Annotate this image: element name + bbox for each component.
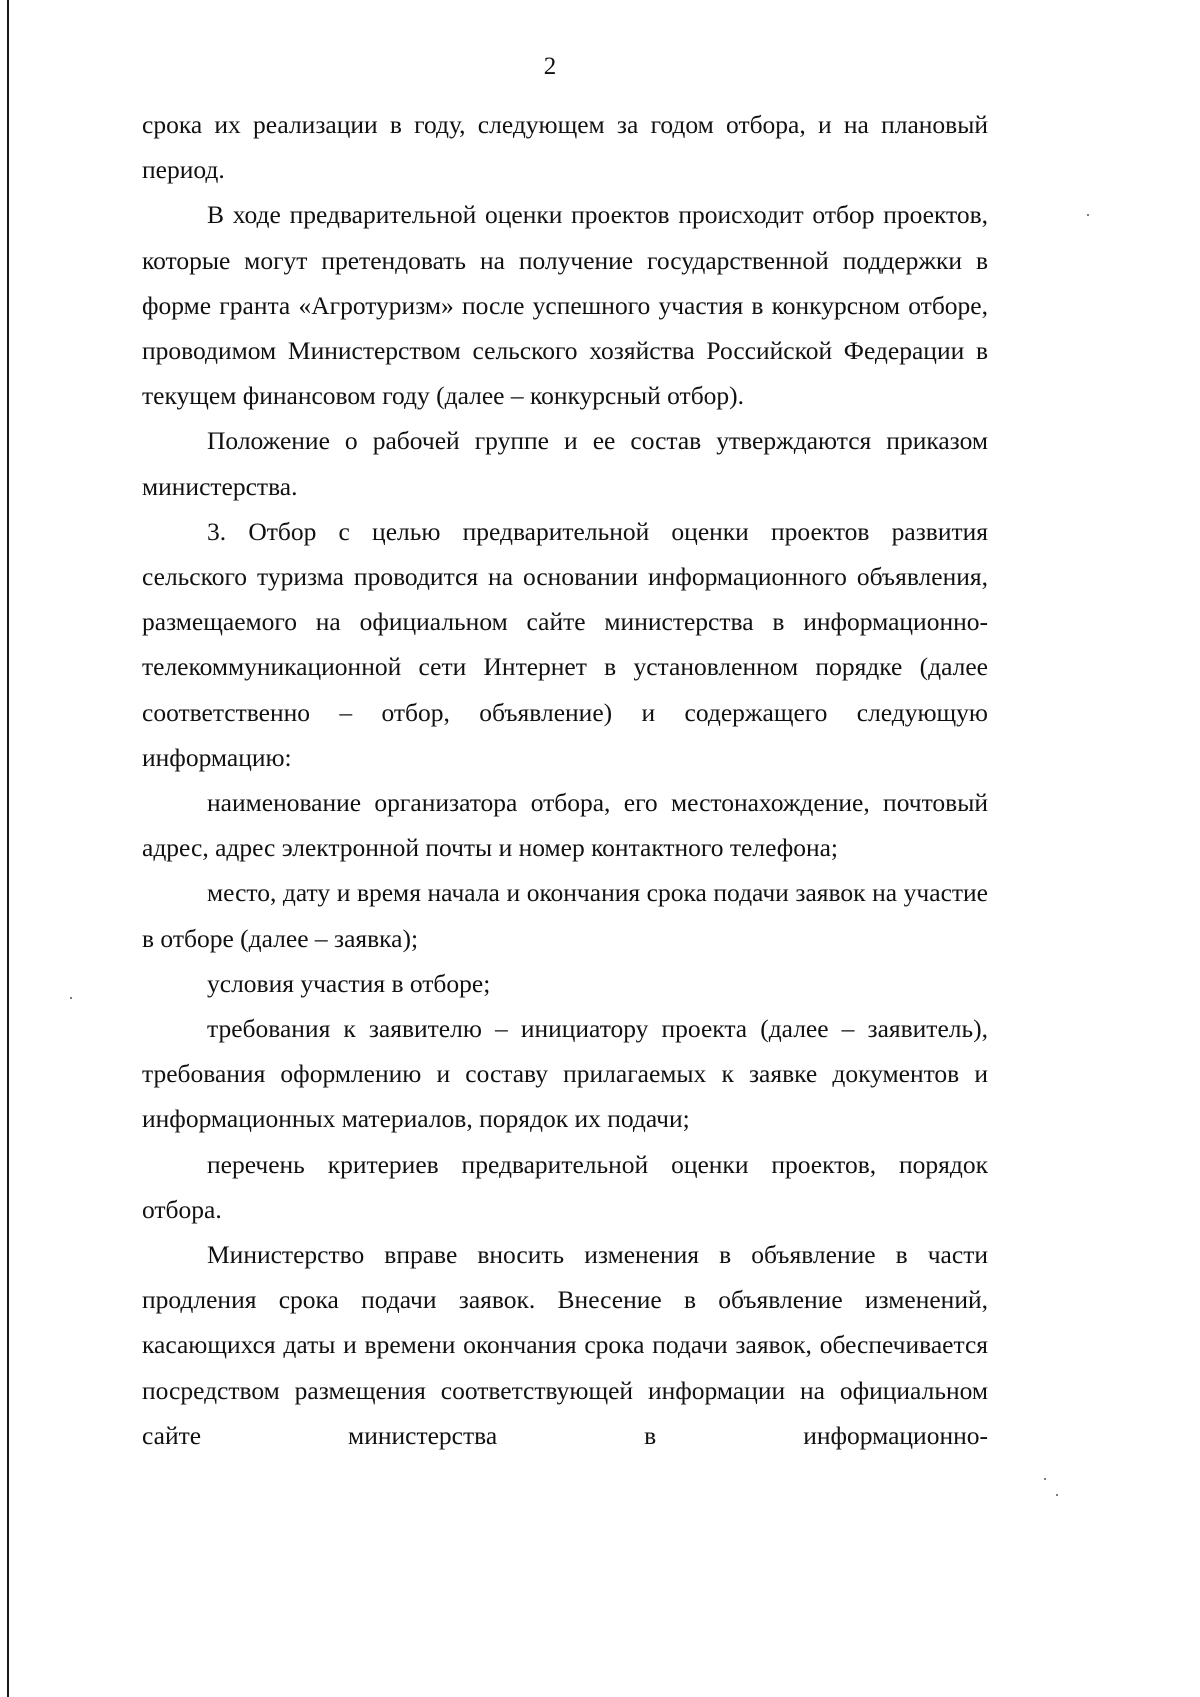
list-item-conditions: условия участия в отборе;	[207, 968, 491, 998]
list-item-place-date: место, дату и время начала и окончания срока подачи заявок на участие в отборе (далее – заявка);	[142, 878, 988, 953]
paragraph-ministry-changes: Министерство вправе вносить изменения в объявление в части продления срока подачи заявок. Внесение в объявление изменений, касающихся даты и времени окончания срока подачи заявок, обеспечивается посредством размещения соответствующей информации на официальном сайте министерства в информационно-	[142, 1240, 988, 1450]
scan-speck	[1044, 1478, 1046, 1480]
scan-speck	[70, 997, 72, 999]
document-body	[142, 102, 988, 1458]
list-item-organizer: наименование организатора отбора, его местонахождение, почтовый адрес, адрес электронной почты и номер контактного телефона;	[142, 788, 988, 863]
paragraph-preliminary-evaluation: В ходе предварительной оценки проектов происходит отбор проектов, которые могут претендовать на получение государственной поддержки в форме гранта «Агротуризм» после успешного участия в конкурсном отборе, проводимом Министерством сельского хозяйства Российской Федерации в текущем финансовом году (далее – конкурсный отбор).	[142, 200, 988, 411]
scan-speck	[1087, 214, 1089, 216]
paragraph-working-group: Положение о рабочей группе и ее состав утверждаются приказом министерства.	[142, 426, 988, 501]
paragraph-item-3: 3. Отбор с целью предварительной оценки проектов развития сельского туризма проводится на основании информационного объявления, размещаемого на официальном сайте министерства в информационно-телекоммуникационной сети Интернет в установленном порядке (далее соответственно – отбор, объявление) и содержащего следующую информацию:	[142, 516, 988, 772]
scan-edge-line	[7, 0, 9, 1697]
list-item-criteria: перечень критериев предварительной оценки проектов, порядок отбора.	[142, 1149, 988, 1224]
page-number: 2	[543, 53, 557, 80]
list-item-requirements: требования к заявителю – инициатору проекта (далее – заявитель), требования оформлению и составу прилагаемых к заявке документов и информационных материалов, порядок их подачи;	[142, 1014, 988, 1134]
scan-speck	[1056, 1494, 1058, 1496]
paragraph-continuation: срока их реализации в году, следующем за годом отбора, и на плановый период.	[142, 110, 988, 185]
